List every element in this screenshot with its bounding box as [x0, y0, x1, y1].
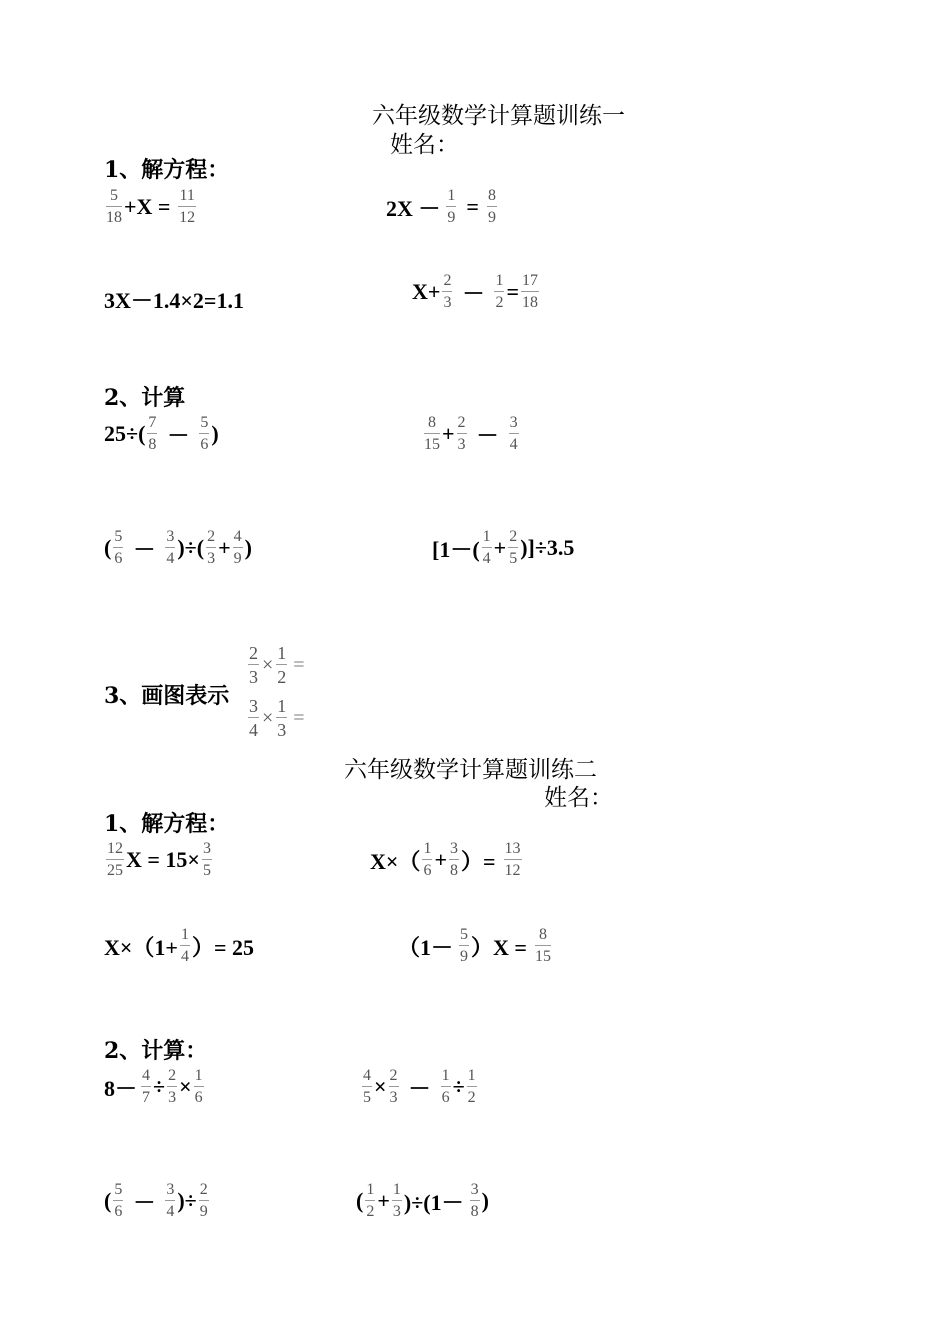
expression-text: (	[104, 535, 112, 560]
denominator: 9	[460, 948, 469, 965]
fraction	[521, 273, 539, 311]
denominator: 2	[495, 294, 504, 311]
fraction	[441, 1068, 451, 1106]
denominator: 3	[457, 436, 466, 453]
denominator: 3	[207, 550, 216, 567]
fraction	[106, 188, 122, 226]
sheet2-section-calc: 2、计算：	[104, 1038, 208, 1064]
numerator: 11	[179, 187, 195, 204]
expression-text: ×	[179, 1074, 192, 1099]
expression-text: )	[481, 1188, 489, 1213]
fraction	[504, 841, 522, 879]
denominator: 3	[392, 1203, 401, 1220]
numerator: 1	[467, 1067, 476, 1084]
fraction	[446, 188, 456, 226]
expression-text: X×（1+	[104, 934, 178, 960]
expression-text: ÷	[153, 1074, 166, 1099]
sheet1-name-label: 姓名：	[390, 132, 459, 158]
expression-text: +	[434, 847, 447, 872]
equation-7	[104, 927, 254, 965]
fraction	[165, 529, 175, 567]
fraction	[389, 1068, 399, 1106]
expression-text: ）X =	[471, 934, 527, 960]
calc-5	[104, 1068, 206, 1106]
equation-1	[104, 188, 198, 226]
expression-text: =	[293, 653, 305, 676]
sheet2-title: 六年级数学计算题训练二	[344, 757, 597, 783]
numerator: 3	[202, 840, 211, 857]
expression-text: =	[506, 279, 519, 304]
expression-text: +	[493, 535, 507, 560]
numerator: 4	[142, 1067, 151, 1084]
expression-text: (	[356, 1188, 364, 1213]
numerator: 5	[114, 528, 123, 545]
denominator: 9	[447, 209, 456, 226]
draw-expression-2	[246, 697, 305, 739]
denominator: 6	[194, 1089, 203, 1106]
expression-text: 2X －	[386, 195, 441, 221]
expression-text: －	[476, 422, 499, 448]
numerator: 2	[389, 1067, 398, 1084]
fraction	[199, 415, 209, 453]
fraction	[194, 1068, 204, 1106]
denominator: 3	[168, 1089, 177, 1106]
expression-text: ×	[262, 706, 274, 729]
denominator: 4	[249, 720, 258, 740]
numerator: 7	[148, 414, 157, 431]
calc-6	[360, 1068, 479, 1106]
numerator: 3	[249, 696, 258, 716]
denominator: 7	[142, 1089, 151, 1106]
expression-text: 25÷(	[104, 421, 146, 446]
fraction	[508, 529, 518, 567]
numerator: 13	[504, 840, 521, 857]
fraction	[482, 529, 492, 567]
denominator: 8	[148, 436, 157, 453]
fraction	[424, 415, 440, 453]
numerator: 5	[460, 926, 469, 943]
expression-text: +	[442, 421, 455, 446]
denominator: 9	[487, 209, 496, 226]
fraction	[165, 1182, 175, 1220]
expression-text: )	[211, 421, 219, 446]
fraction	[106, 841, 124, 879]
expression-text: ）= 25	[191, 934, 255, 960]
fraction	[206, 529, 216, 567]
numerator: 2	[207, 528, 216, 545]
expression-text: －	[167, 422, 190, 448]
expression-text: －	[408, 1075, 431, 1101]
denominator: 18	[106, 209, 122, 226]
numerator: 2	[249, 643, 258, 663]
numerator: 4	[233, 528, 242, 545]
numerator: 1	[495, 272, 504, 289]
numerator: 8	[487, 187, 496, 204]
fraction	[167, 1068, 177, 1106]
expression-text: ×	[262, 653, 274, 676]
sheet1-section-draw: 3、画图表示	[104, 683, 230, 709]
fraction	[113, 1182, 123, 1220]
expression-text: =	[466, 194, 479, 219]
fraction	[180, 927, 190, 965]
numerator: 2	[457, 414, 466, 431]
numerator: 17	[522, 272, 538, 289]
numerator: 8	[428, 414, 436, 431]
numerator: 3	[166, 1181, 175, 1198]
fraction	[487, 188, 497, 226]
numerator: 1	[277, 696, 287, 716]
denominator: 5	[363, 1089, 371, 1106]
expression-text: X×（	[370, 848, 421, 874]
fraction	[199, 1182, 209, 1220]
expression-text: ÷	[452, 1074, 465, 1099]
expression-text: X = 15×	[126, 847, 200, 872]
denominator: 9	[233, 550, 242, 567]
expression-text: (	[104, 1188, 112, 1213]
fraction	[248, 644, 259, 686]
fraction	[449, 841, 459, 879]
fraction	[276, 697, 287, 739]
fraction	[467, 1068, 477, 1106]
numerator: 1	[366, 1181, 375, 1198]
denominator: 4	[180, 948, 189, 965]
sheet1-section-equations: 1、解方程：	[104, 157, 230, 183]
fraction	[422, 841, 432, 879]
expression-text: －	[133, 536, 156, 562]
expression-text: )÷(1－	[403, 1189, 464, 1215]
denominator: 4	[482, 550, 491, 567]
fraction	[141, 1068, 151, 1106]
denominator: 3	[389, 1089, 398, 1106]
sheet2-name-label: 姓名：	[544, 785, 613, 811]
expression-text: +	[377, 1188, 390, 1213]
denominator: 4	[509, 436, 518, 453]
numerator: 1	[441, 1067, 450, 1084]
fraction	[276, 644, 287, 686]
numerator: 1	[447, 187, 456, 204]
fraction	[233, 529, 243, 567]
numerator: 1	[277, 643, 287, 663]
fraction	[178, 188, 195, 226]
numerator: 3	[166, 528, 175, 545]
fraction	[494, 273, 504, 311]
numerator: 5	[114, 1181, 123, 1198]
denominator: 12	[504, 862, 521, 879]
expression-text: （1－	[398, 934, 454, 960]
expression-text: －	[133, 1189, 156, 1215]
numerator: 3	[470, 1181, 479, 1198]
denominator: 4	[166, 550, 175, 567]
numerator: 2	[509, 528, 518, 545]
numerator: 5	[200, 414, 209, 431]
draw-expression-1	[246, 644, 305, 686]
fraction	[202, 841, 212, 879]
denominator: 2	[366, 1203, 375, 1220]
denominator: 4	[166, 1203, 175, 1220]
equation-5	[104, 841, 214, 879]
denominator: 6	[200, 436, 209, 453]
sheet1-title: 六年级数学计算题训练一	[372, 103, 625, 129]
denominator: 15	[534, 948, 551, 965]
equation-2	[386, 188, 499, 226]
equation-3	[104, 284, 244, 315]
denominator: 3	[249, 667, 258, 687]
numerator: 2	[168, 1067, 177, 1084]
numerator: 5	[110, 187, 118, 204]
denominator: 25	[107, 862, 123, 879]
denominator: 8	[470, 1203, 479, 1220]
sheet1-section-calc: 2、计算	[104, 385, 186, 411]
fraction	[457, 415, 467, 453]
expression-text: ×	[374, 1074, 387, 1099]
numerator: 4	[363, 1067, 371, 1084]
numerator: 3	[449, 840, 458, 857]
fraction	[509, 415, 519, 453]
denominator: 5	[202, 862, 211, 879]
denominator: 15	[424, 436, 440, 453]
denominator: 3	[277, 720, 287, 740]
numerator: 2	[443, 272, 452, 289]
fraction	[365, 1182, 375, 1220]
numerator: 1	[423, 840, 432, 857]
denominator: 3	[443, 294, 452, 311]
fraction	[362, 1068, 372, 1106]
calc-3	[104, 529, 252, 567]
equation-4	[412, 273, 541, 311]
numerator: 8	[538, 926, 547, 943]
numerator: 1	[180, 926, 189, 943]
calc-4	[432, 529, 574, 567]
denominator: 2	[277, 667, 287, 687]
denominator: 9	[199, 1203, 208, 1220]
numerator: 2	[199, 1181, 208, 1198]
expression-text: )	[244, 535, 252, 560]
fraction	[470, 1182, 480, 1220]
denominator: 6	[114, 1203, 123, 1220]
denominator: 12	[179, 209, 196, 226]
expression-text: )÷(	[177, 535, 205, 560]
fraction	[459, 927, 469, 965]
calc-7	[104, 1182, 211, 1220]
expression-text: )÷	[177, 1188, 197, 1213]
denominator: 18	[522, 294, 538, 311]
numerator: 3	[509, 414, 518, 431]
denominator: 5	[509, 550, 518, 567]
calc-2	[422, 415, 521, 453]
calc-8	[356, 1182, 489, 1220]
expression-text: 8－	[104, 1075, 138, 1101]
calc-1	[104, 415, 219, 453]
fraction	[248, 697, 259, 739]
fraction	[147, 415, 157, 453]
expression-text: +X =	[124, 194, 171, 219]
expression-text: +	[218, 535, 231, 560]
denominator: 6	[114, 550, 123, 567]
denominator: 8	[449, 862, 458, 879]
numerator: 1	[482, 528, 491, 545]
expression-text: 3X－1.4×2=1.1	[104, 288, 244, 313]
expression-text: =	[293, 706, 305, 729]
equation-6	[370, 841, 524, 879]
fraction	[113, 529, 123, 567]
expression-text: －	[462, 280, 485, 306]
denominator: 6	[423, 862, 432, 879]
fraction	[392, 1182, 402, 1220]
equation-8	[398, 927, 553, 965]
denominator: 6	[441, 1089, 450, 1106]
expression-text: X+	[412, 279, 441, 304]
fraction	[442, 273, 452, 311]
expression-text: [1－(	[432, 536, 480, 562]
denominator: 2	[467, 1089, 476, 1106]
numerator: 1	[392, 1181, 401, 1198]
expression-text: )]÷3.5	[520, 535, 575, 560]
sheet2-section-equations: 1、解方程：	[104, 811, 230, 837]
numerator: 12	[107, 840, 123, 857]
expression-text: ）=	[460, 848, 496, 874]
numerator: 1	[194, 1067, 203, 1084]
fraction	[535, 927, 551, 965]
